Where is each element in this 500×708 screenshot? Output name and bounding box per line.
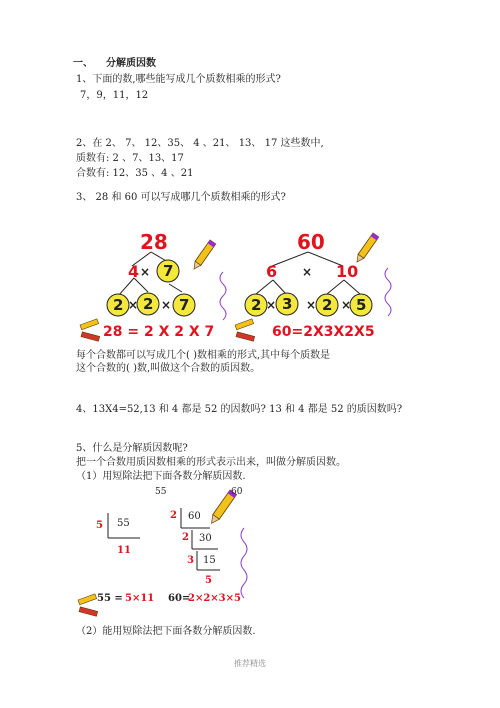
- result60-product: 2×2×3×5: [188, 593, 241, 604]
- tree60-leaf1: 2: [251, 296, 262, 314]
- div60-quotient: 5: [205, 575, 212, 586]
- tree28-times: ×: [140, 265, 151, 279]
- tree60-root: 60: [297, 230, 325, 254]
- tree28-leaf1: 2: [113, 296, 124, 314]
- q2-text: 2、在 2、 7、 12、35、 4 、21、 13、 17 这些数中,: [76, 138, 324, 149]
- tree60-times4: ×: [341, 298, 352, 312]
- tree60-n10: 10: [336, 262, 359, 281]
- div55-divisor: 5: [96, 520, 103, 531]
- tree60-times2: ×: [266, 298, 277, 312]
- pencils-icon: [235, 319, 255, 341]
- tree60-leaf4: 5: [356, 296, 367, 314]
- q4-text: 4、13X4=52,13 和 4 都是 52 的因数吗? 13 和 4 都是 52 的质因数吗?: [76, 404, 403, 415]
- tree60-equation: 60=2X3X2X5: [272, 324, 375, 340]
- div55-quotient: 11: [117, 545, 131, 556]
- q1-numbers: 7，9，11，12: [80, 90, 149, 101]
- div60-num1: 60: [188, 511, 201, 522]
- explain-line1: 每个合数都可以写成几个( )数相乘的形式,其中每个质数是: [76, 350, 331, 361]
- pencil-icon: [354, 233, 379, 264]
- q2-primes: 质数有: 2 、7、13、17: [76, 153, 184, 164]
- q5-text: 5、什么是分解质因数呢?: [76, 443, 188, 454]
- tree60-leaf3: 2: [322, 296, 333, 314]
- tree28-root: 28: [140, 230, 168, 254]
- q1-text: 1、下面的数,哪些能写成几个质数相乘的形式?: [76, 74, 281, 85]
- div60-divisor1: 2: [170, 510, 177, 521]
- div60-num2: 30: [199, 533, 212, 544]
- result60-label: 60=: [168, 593, 191, 604]
- tree28-equation: 28 = 2 X 2 X 7: [103, 324, 215, 340]
- tree28-leaf3: 7: [179, 296, 190, 314]
- result55-label: 55 =: [97, 593, 123, 604]
- q5-definition: 把一个合数用质因数相乘的形式表示出来，叫做分解质因数。: [76, 457, 346, 468]
- tree28-leaf2: 2: [143, 295, 154, 313]
- explain-line2: 这个合数的( )数,叫做这个合数的质因数。: [76, 363, 261, 374]
- pencils-icon: [80, 319, 100, 341]
- q3-text: 3、 28 和 60 可以写成哪几个质数相乘的形式?: [76, 192, 286, 203]
- tree60-n6: 6: [266, 262, 278, 281]
- section-number: 一、: [73, 58, 93, 69]
- q5-sub2: （2）能用短除法把下面各数分解质因数.: [76, 626, 256, 637]
- tree60-times3: ×: [306, 298, 317, 312]
- tree28-n7: 7: [163, 262, 174, 280]
- div60-divisor3: 3: [187, 555, 194, 566]
- label-55: 55: [155, 487, 167, 497]
- tree28-n4: 4: [128, 262, 140, 281]
- result55-product: 5×11: [125, 593, 155, 604]
- pencils-icon: [78, 594, 98, 616]
- div60-divisor2: 2: [182, 532, 189, 543]
- q5-sub1: （1）用短除法把下面各数分解质因数.: [76, 471, 246, 482]
- div60-num3: 15: [203, 555, 216, 566]
- div55-dividend: 55: [117, 518, 130, 529]
- footer: 推荐精选: [234, 659, 266, 668]
- pencil-icon: [191, 240, 216, 271]
- label-60: 60: [231, 487, 243, 497]
- tree60-leaf2: 3: [282, 295, 293, 313]
- tree28-times2: ×: [128, 298, 139, 312]
- tree28-times3: ×: [161, 298, 172, 312]
- q2-composites: 合数有: 12、35 、4 、21: [76, 168, 194, 179]
- section-title: 分解质因数: [106, 58, 156, 69]
- tree60-times: ×: [302, 265, 313, 279]
